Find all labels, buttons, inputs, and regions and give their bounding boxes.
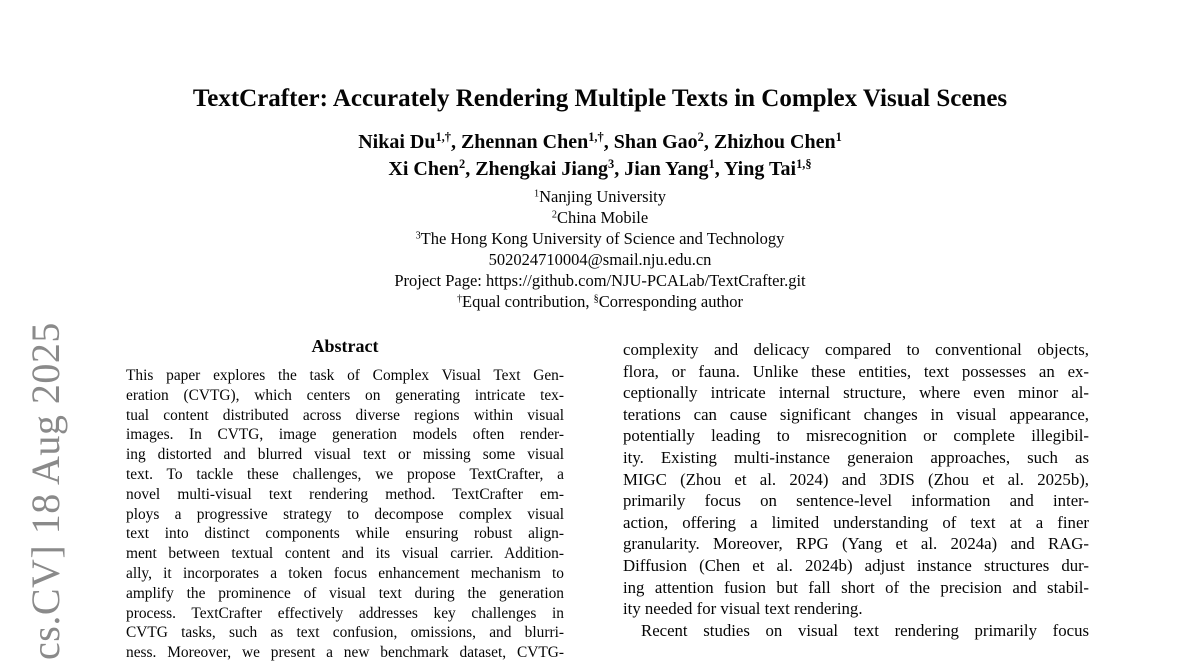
intro-line: Recent studies on visual text rendering primarily focus: [641, 620, 1089, 640]
intro-line: ing attention fusion but fall short of the precision and stabil-: [623, 577, 1089, 597]
author-name: Nikai Du: [358, 131, 436, 153]
affiliation-line: $^2$China Mobile: [551, 208, 649, 227]
abstract-line: CVTG tasks, such as text confusion, omissions, and blurri-: [126, 624, 564, 642]
abstract-line: ally, it incorporates a token focus enhancement mechanism to: [126, 564, 564, 582]
intro-line: flora, or fauna. Unlike these entities, text possesses an ex-: [623, 361, 1089, 381]
author-name: Zhizhou Chen: [713, 131, 836, 153]
intro-line: action, offering a limited understanding of text at a finer: [623, 512, 1089, 532]
intro-line: primarily focus on sentence-level information and inter-: [623, 491, 1089, 511]
intro-column: [623, 339, 1089, 641]
abstract-line: text into distinct components while ensuring robust align-: [126, 525, 564, 543]
abstract-line: tual content distributed across diverse regions within visual: [126, 406, 564, 424]
author-name: Zhengkai Jiang: [475, 158, 609, 180]
intro-paragraph-2: [623, 620, 1089, 642]
author-name: Jian Yang: [624, 158, 709, 180]
intro-line: granularity. Moreover, RPG (Yang et al. 2024a) and RAG-: [623, 534, 1089, 554]
abstract-line: ness. Moreover, we present a new benchmark dataset, CVTG-: [126, 644, 564, 662]
intro-line: ity. Existing multi-instance generaion approaches, such as: [623, 447, 1089, 467]
intro-line: potentially leading to misrecognition or complete illegibil-: [623, 426, 1089, 446]
author-name: Shan Gao: [613, 131, 698, 153]
arxiv-stamp: cs.CV] 18 Aug 2025: [23, 322, 68, 660]
affiliation-lines: [0, 186, 1200, 249]
intro-line: Diffusion (Chen et al. 2024b) adjust instance structures dur-: [623, 555, 1089, 575]
affiliation-line: $^3$The Hong Kong University of Science and Technology: [415, 229, 785, 248]
abstract-line: process. TextCrafter effectively addresses key challenges in: [126, 604, 564, 622]
abstract-line: ment between textual content and its visual carrier. Addition-: [126, 545, 564, 563]
intro-line: terations can cause significant changes in visual appearance,: [623, 404, 1089, 424]
abstract-line: images. In CVTG, image generation models often render-: [126, 426, 564, 444]
abstract-line: novel multi-visual text rendering method. TextCrafter em-: [126, 485, 564, 503]
abstract-line: ploys a progressive strategy to decompose complex visual: [126, 505, 564, 523]
email-address: 502024710004@smail.nju.edu.cn: [488, 250, 712, 269]
paper-title: TextCrafter: Accurately Rendering Multiple Texts in Complex Visual Scenes: [192, 85, 1008, 112]
abstract-line: amplify the prominence of visual text during the generation: [126, 584, 564, 602]
abstract-line: ing distorted and blurred visual text or missing some visual: [126, 446, 564, 464]
abstract-heading: Abstract: [311, 336, 379, 356]
intro-line: ity needed for visual text rendering.: [623, 599, 863, 619]
author-name: Xi Chen: [388, 158, 459, 180]
author-lines: [0, 129, 1200, 183]
author-line: Xi Chen$^2$, Zhengkai Jiang$^3$, Jian Yang$^1$, Ying Tai$^{1,\S}$: [388, 157, 812, 180]
intro-paragraph-1: [623, 339, 1089, 620]
author-name: Ying Tai: [723, 158, 797, 180]
affiliation-block: [0, 186, 1200, 312]
affiliation-line: $^1$Nanjing University: [533, 187, 667, 206]
author-line: Nikai $Du^{1,\dagger}$, Zhennan Chen$^{1,\dagger}$, Shan Gao$^2$, Zhizhou Chen$^1$: [358, 130, 842, 153]
intro-line: complexity and delicacy compared to conventional objects,: [623, 340, 1089, 359]
abstract-column: [126, 336, 564, 663]
abstract-line: eration (CVTG), which centers on generating intricate tex-: [126, 386, 564, 404]
project-page-link[interactable]: Project Page: https://github.com/NJU-PCALab/TextCrafter.git: [394, 271, 806, 290]
contribution-note: †Equal contribution, §Corresponding author: [456, 292, 744, 311]
intro-line: MIGC (Zhou et al. 2024) and 3DIS (Zhou et al. 2025b),: [623, 469, 1089, 489]
abstract-line: text. To tackle these challenges, we propose TextCrafter, a: [126, 465, 564, 483]
author-name: Zhennan Chen: [460, 131, 589, 153]
abstract-line: This paper explores the task of Complex Visual Text Gen-: [126, 367, 564, 384]
intro-line: ceptionally intricate internal structure, where even minor al-: [623, 383, 1089, 403]
abstract-body: [126, 366, 564, 663]
